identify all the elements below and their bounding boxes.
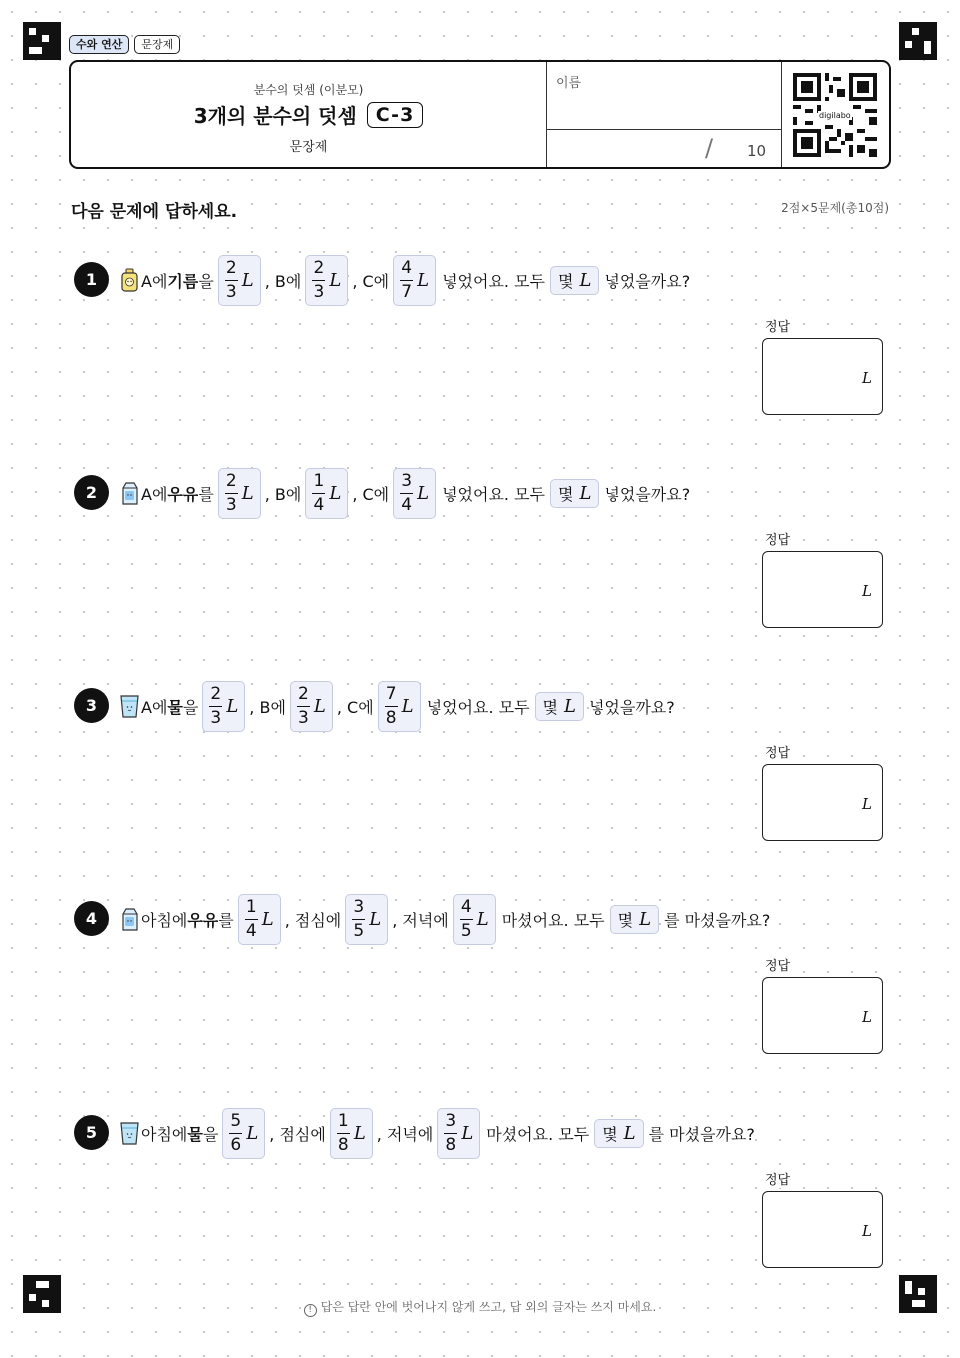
question-particle: 을 — [183, 695, 198, 718]
corner-marker-top-right — [899, 22, 937, 60]
question-box — [535, 692, 584, 721]
question-item: 우유 — [167, 482, 198, 505]
points-info: 2점×5문제(총10점) — [781, 201, 889, 215]
unit-label: L — [353, 1122, 366, 1144]
fraction — [229, 1112, 242, 1155]
answer-label: 정답 — [764, 316, 791, 335]
problem-number: 1 — [74, 262, 109, 297]
question-text — [120, 465, 690, 521]
fraction-bar — [444, 1133, 457, 1134]
part-prefix: , C에 — [352, 482, 389, 505]
question-word: 몇 — [542, 697, 559, 717]
fraction-denominator: 3 — [225, 281, 237, 302]
unit-label: L — [461, 1122, 474, 1144]
worksheet-header — [69, 60, 891, 169]
header-title-block — [71, 62, 546, 167]
unit-label: L — [401, 695, 414, 717]
unit-label: L — [261, 908, 274, 930]
answer-box[interactable] — [762, 551, 883, 628]
fraction — [297, 685, 310, 728]
fraction-bar — [245, 919, 258, 920]
fraction-numerator: 1 — [313, 470, 325, 491]
tag-type: 문장제 — [134, 35, 180, 54]
fraction-amount — [330, 1108, 373, 1159]
question-verb: 마셨어요. 모두 — [502, 908, 605, 931]
fraction-amount — [305, 255, 348, 306]
fraction-amount — [305, 468, 348, 519]
fraction — [385, 685, 398, 728]
milk-carton-icon — [120, 907, 139, 931]
unit-label: L — [241, 269, 254, 291]
unit-label: L — [329, 482, 342, 504]
part-prefix: , B에 — [265, 482, 302, 505]
name-divider — [547, 129, 781, 130]
fraction-numerator: 5 — [230, 1110, 242, 1131]
unit-label: L — [639, 908, 652, 930]
problem-1 — [74, 252, 894, 422]
fraction-numerator: 2 — [225, 470, 237, 491]
part-prefix: , B에 — [265, 269, 302, 292]
part-prefix: , B에 — [249, 695, 286, 718]
qr-label: digilabo — [819, 111, 851, 120]
fraction-amount — [290, 681, 333, 732]
question-text — [120, 678, 675, 734]
score-total: 10 — [747, 142, 767, 160]
footer-note — [0, 1298, 960, 1317]
water-cup-icon — [120, 694, 139, 718]
milk-carton-icon — [120, 481, 139, 505]
fraction-denominator: 3 — [225, 494, 237, 515]
fraction — [225, 472, 238, 515]
fraction — [352, 898, 365, 941]
fraction-denominator: 6 — [230, 1134, 242, 1155]
part-prefix: , 저녁에 — [392, 908, 449, 931]
unit-label: L — [313, 695, 326, 717]
question-verb: 마셨어요. 모두 — [486, 1122, 589, 1145]
fraction-numerator: 3 — [401, 470, 413, 491]
fraction-denominator: 3 — [297, 707, 309, 728]
fraction-denominator: 4 — [313, 494, 325, 515]
score-slash: / — [705, 134, 714, 162]
fraction-amount — [437, 1108, 480, 1159]
instruction: 다음 문제에 답하세요. — [69, 197, 239, 222]
fraction — [400, 259, 413, 302]
problem-4 — [74, 891, 894, 1061]
fraction-numerator: 2 — [225, 257, 237, 278]
answer-unit: L — [862, 1008, 872, 1026]
fraction-denominator: 3 — [210, 707, 222, 728]
question-word: 몇 — [602, 1124, 618, 1144]
header-title-row — [71, 100, 546, 129]
fraction-bar — [400, 493, 413, 494]
problem-number: 3 — [74, 688, 109, 723]
footer-text: 답은 답란 안에 벗어나지 않게 쓰고, 답 외의 글자는 쓰지 마세요. — [320, 1300, 657, 1314]
question-tail: 를 마셨을까요? — [649, 1122, 755, 1145]
fraction-amount — [218, 468, 261, 519]
unit-label: L — [564, 695, 576, 717]
fraction — [209, 685, 222, 728]
answer-unit: L — [862, 1222, 872, 1240]
qr-code-icon — [793, 73, 877, 157]
fraction-numerator: 7 — [385, 683, 397, 704]
part-prefix: , C에 — [337, 695, 374, 718]
question-text — [120, 252, 690, 308]
question-item: 기름 — [167, 269, 198, 292]
page-title: 3개의 분수의 덧셈 — [193, 104, 357, 128]
fraction-numerator: 3 — [353, 896, 365, 917]
question-box — [550, 266, 599, 295]
unit-label: L — [241, 482, 254, 504]
problem-number: 2 — [74, 475, 109, 510]
fraction-denominator: 8 — [445, 1134, 457, 1155]
fraction-denominator: 8 — [337, 1134, 349, 1155]
part-prefix: , 저녁에 — [377, 1122, 434, 1145]
fraction-denominator: 4 — [245, 920, 257, 941]
answer-unit: L — [862, 369, 872, 387]
fraction-denominator: 7 — [401, 281, 413, 302]
answer-label: 정답 — [764, 742, 791, 761]
question-particle: 을 — [198, 269, 213, 292]
fraction-bar — [337, 1133, 350, 1134]
problem-number: 5 — [74, 1115, 109, 1150]
answer-box[interactable] — [762, 764, 883, 841]
question-tail: 를 마셨을까요? — [664, 908, 770, 931]
question-word: 몇 — [617, 910, 634, 930]
question-subject: A에 — [141, 269, 167, 292]
fraction — [337, 1112, 350, 1155]
oil-bottle-icon — [120, 268, 139, 292]
part-prefix: , C에 — [352, 269, 389, 292]
fraction-amount — [218, 255, 261, 306]
question-verb: 넣었어요. 모두 — [427, 695, 530, 718]
unit-label: L — [579, 269, 592, 291]
name-label: 이름 — [556, 76, 582, 91]
problem-2 — [74, 465, 894, 635]
answer-box[interactable] — [762, 338, 883, 415]
answer-unit: L — [862, 582, 872, 600]
problem-5 — [74, 1105, 894, 1275]
fraction-numerator: 1 — [245, 896, 257, 917]
fraction-bar — [312, 280, 325, 281]
category-tags — [69, 35, 180, 54]
question-particle: 를 — [218, 908, 233, 931]
fraction-denominator: 4 — [401, 494, 413, 515]
fraction-numerator: 2 — [210, 683, 222, 704]
fraction-numerator: 4 — [401, 257, 413, 278]
fraction-numerator: 2 — [313, 257, 325, 278]
fraction — [245, 898, 258, 941]
unit-label: L — [579, 482, 592, 504]
fraction-denominator: 5 — [353, 920, 365, 941]
fraction-bar — [209, 706, 222, 707]
unit-label: L — [623, 1122, 636, 1144]
fraction-bar — [229, 1133, 242, 1134]
question-verb: 넣었어요. 모두 — [442, 269, 545, 292]
fraction — [400, 472, 413, 515]
fraction-denominator: 8 — [385, 707, 397, 728]
problem-number: 4 — [74, 901, 109, 936]
worksheet-code: C-3 — [367, 102, 424, 128]
fraction-numerator: 2 — [297, 683, 309, 704]
fraction-numerator: 4 — [460, 896, 472, 917]
question-verb: 넣었어요. 모두 — [442, 482, 545, 505]
question-subject: A에 — [141, 695, 167, 718]
tag-category: 수와 연산 — [69, 35, 129, 54]
question-item: 우유 — [187, 908, 218, 931]
fraction-bar — [297, 706, 310, 707]
unit-label: L — [226, 695, 239, 717]
corner-marker-top-left — [23, 22, 61, 60]
unit-label: L — [369, 908, 382, 930]
answer-box[interactable] — [762, 977, 883, 1054]
fraction-amount — [393, 255, 436, 306]
fraction-bar — [385, 706, 398, 707]
fraction-amount — [222, 1108, 265, 1159]
fraction — [460, 898, 473, 941]
part-prefix: , 점심에 — [285, 908, 342, 931]
part-prefix: , 점심에 — [269, 1122, 326, 1145]
fraction-amount — [238, 894, 281, 945]
fraction-bar — [312, 493, 325, 494]
header-subtitle: 분수의 덧셈 (이분모) — [253, 83, 364, 97]
unit-label: L — [246, 1122, 259, 1144]
fraction-bar — [352, 919, 365, 920]
question-item: 물 — [187, 1122, 202, 1145]
question-tail: 넣었을까요? — [589, 695, 675, 718]
fraction-numerator: 1 — [337, 1110, 349, 1131]
answer-label: 정답 — [764, 1169, 791, 1188]
fraction — [312, 259, 325, 302]
answer-label: 정답 — [764, 529, 791, 548]
name-score-block — [546, 62, 782, 167]
answer-box[interactable] — [762, 1191, 883, 1268]
fraction — [444, 1112, 457, 1155]
unit-label: L — [417, 482, 430, 504]
warning-icon: ! — [304, 1304, 317, 1317]
problem-3 — [74, 678, 894, 848]
question-tail: 넣었을까요? — [604, 482, 690, 505]
fraction-bar — [225, 493, 238, 494]
question-text — [120, 1105, 755, 1161]
question-subject: 아침에 — [141, 1122, 187, 1145]
fraction-amount — [345, 894, 388, 945]
fraction-amount — [378, 681, 421, 732]
question-box — [594, 1119, 643, 1148]
question-text — [120, 891, 770, 947]
water-cup-icon — [120, 1121, 139, 1145]
question-word: 몇 — [558, 271, 574, 291]
unit-label: L — [417, 269, 430, 291]
answer-label: 정답 — [764, 955, 791, 974]
question-subject: 아침에 — [141, 908, 187, 931]
fraction — [225, 259, 238, 302]
fraction — [312, 472, 325, 515]
unit-label: L — [476, 908, 489, 930]
fraction-bar — [460, 919, 473, 920]
question-word: 몇 — [558, 484, 574, 504]
question-particle: 을 — [203, 1122, 218, 1145]
question-subject: A에 — [141, 482, 167, 505]
unit-label: L — [329, 269, 342, 291]
header-kind: 문장제 — [289, 140, 328, 155]
fraction-denominator: 5 — [460, 920, 472, 941]
question-particle: 를 — [198, 482, 213, 505]
question-box — [550, 479, 599, 508]
fraction-numerator: 3 — [445, 1110, 457, 1131]
fraction-bar — [225, 280, 238, 281]
question-box — [610, 905, 659, 934]
answer-unit: L — [862, 795, 872, 813]
fraction-amount — [453, 894, 496, 945]
fraction-bar — [400, 280, 413, 281]
fraction-amount — [202, 681, 245, 732]
fraction-denominator: 3 — [313, 281, 325, 302]
question-tail: 넣었을까요? — [604, 269, 690, 292]
fraction-amount — [393, 468, 436, 519]
question-item: 물 — [167, 695, 182, 718]
